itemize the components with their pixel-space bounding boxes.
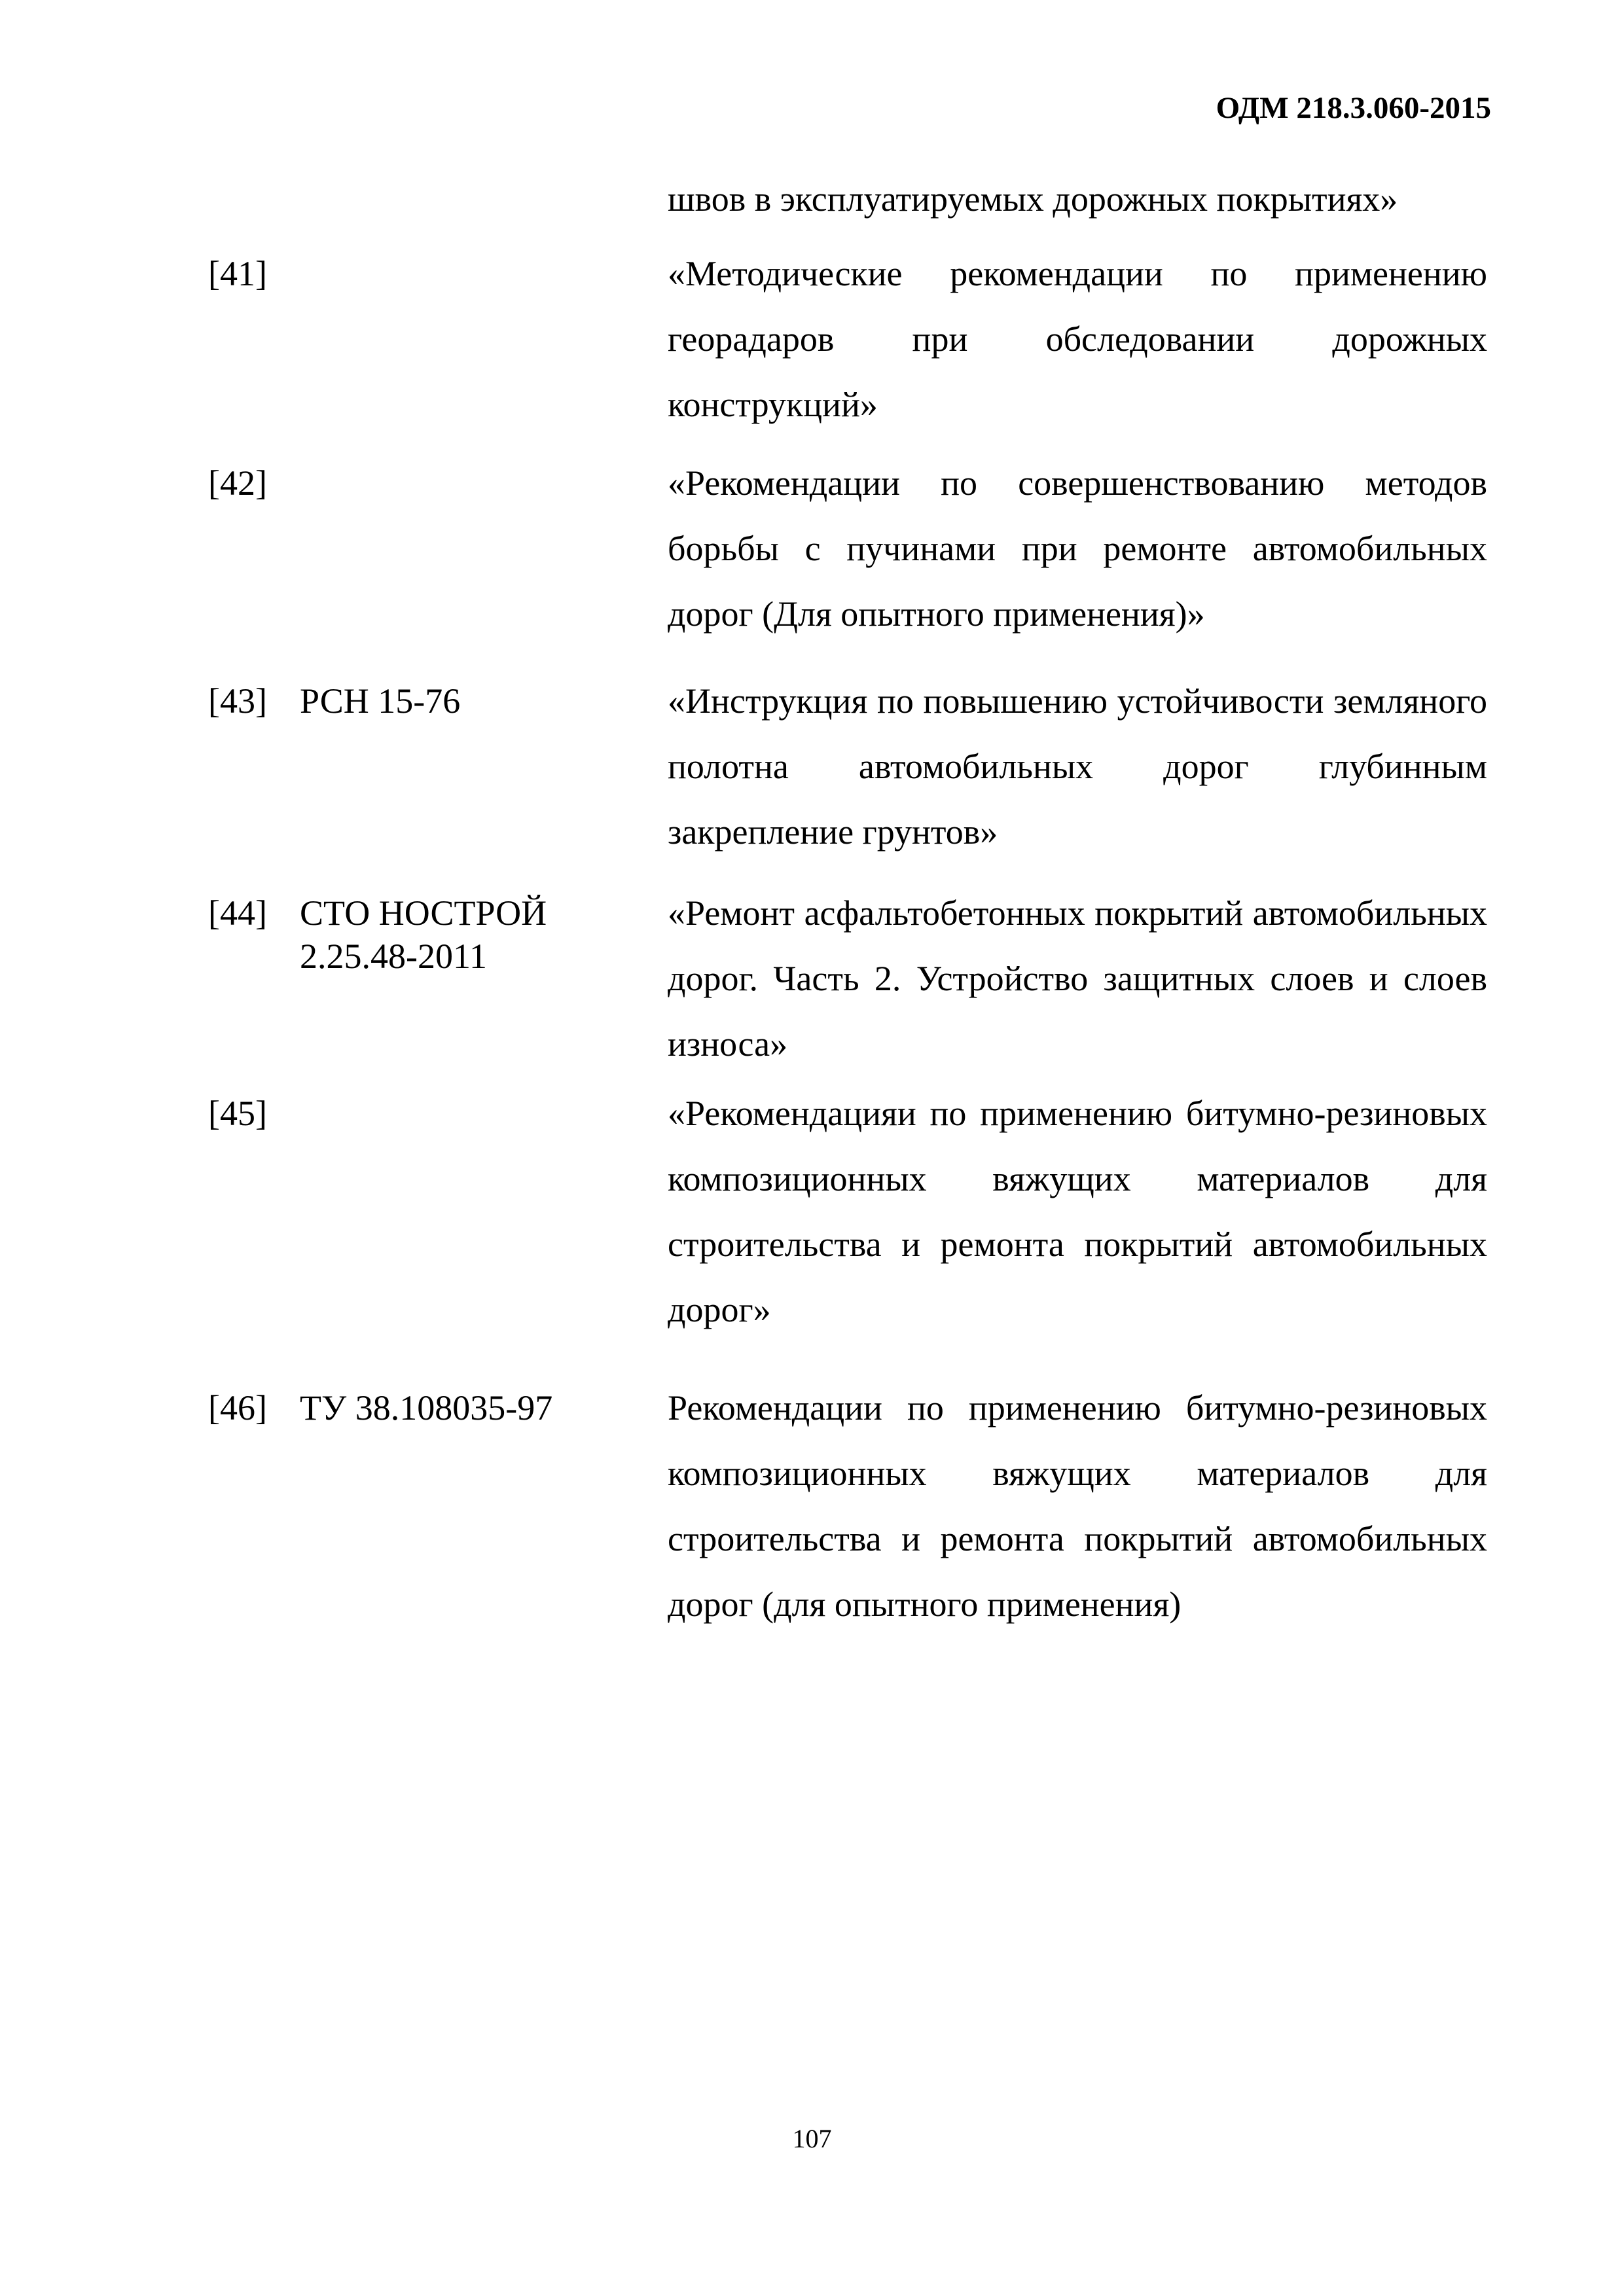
reference-title: «Инструкция по повышению устойчивости земляного полотна автомобильных дорог глубинным закрепление грунтов» (668, 681, 1487, 852)
reference-title: «Рекомендации по совершенствованию методов борьбы с пучинами при ремонте автомобильных дорог (Для опытного применения)» (668, 463, 1487, 634)
reference-number: [46] (208, 1388, 267, 1427)
reference-number: [44] (208, 893, 267, 933)
reference-title: Рекомендации по применению битумно-резиновых композиционных вяжущих материалов для строительства и ремонта покрытий автомобильных дорог (для опытного применения) (668, 1388, 1487, 1624)
reference-code: ТУ 38.108035-97 (300, 1388, 553, 1427)
reference-title: «Ремонт асфальтобетонных покрытий автомобильных дорог. Часть 2. Устройство защитных слоев и слоев износа» (668, 893, 1487, 1064)
reference-title: «Рекомендацияи по применению битумно-резиновых композиционных вяжущих материалов для строительства и ремонта покрытий автомобильных дорог» (668, 1094, 1487, 1329)
reference-title: «Методические рекомендации по применению георадаров при обследовании дорожных конструкций» (668, 254, 1487, 424)
reference-number: [45] (208, 1094, 267, 1133)
reference-number: [43] (208, 681, 267, 721)
reference-code: СТО НОСТРОЙ 2.25.48-2011 (300, 893, 547, 976)
document-code: ОДМ 218.3.060-2015 (1216, 91, 1491, 125)
reference-number: [41] (208, 254, 267, 293)
reference-code: РСН 15-76 (300, 681, 461, 721)
continued-reference-text: швов в эксплуатируемых дорожных покрытиях» (668, 179, 1398, 219)
page-number: 107 (792, 2124, 832, 2153)
reference-number: [42] (208, 463, 267, 503)
